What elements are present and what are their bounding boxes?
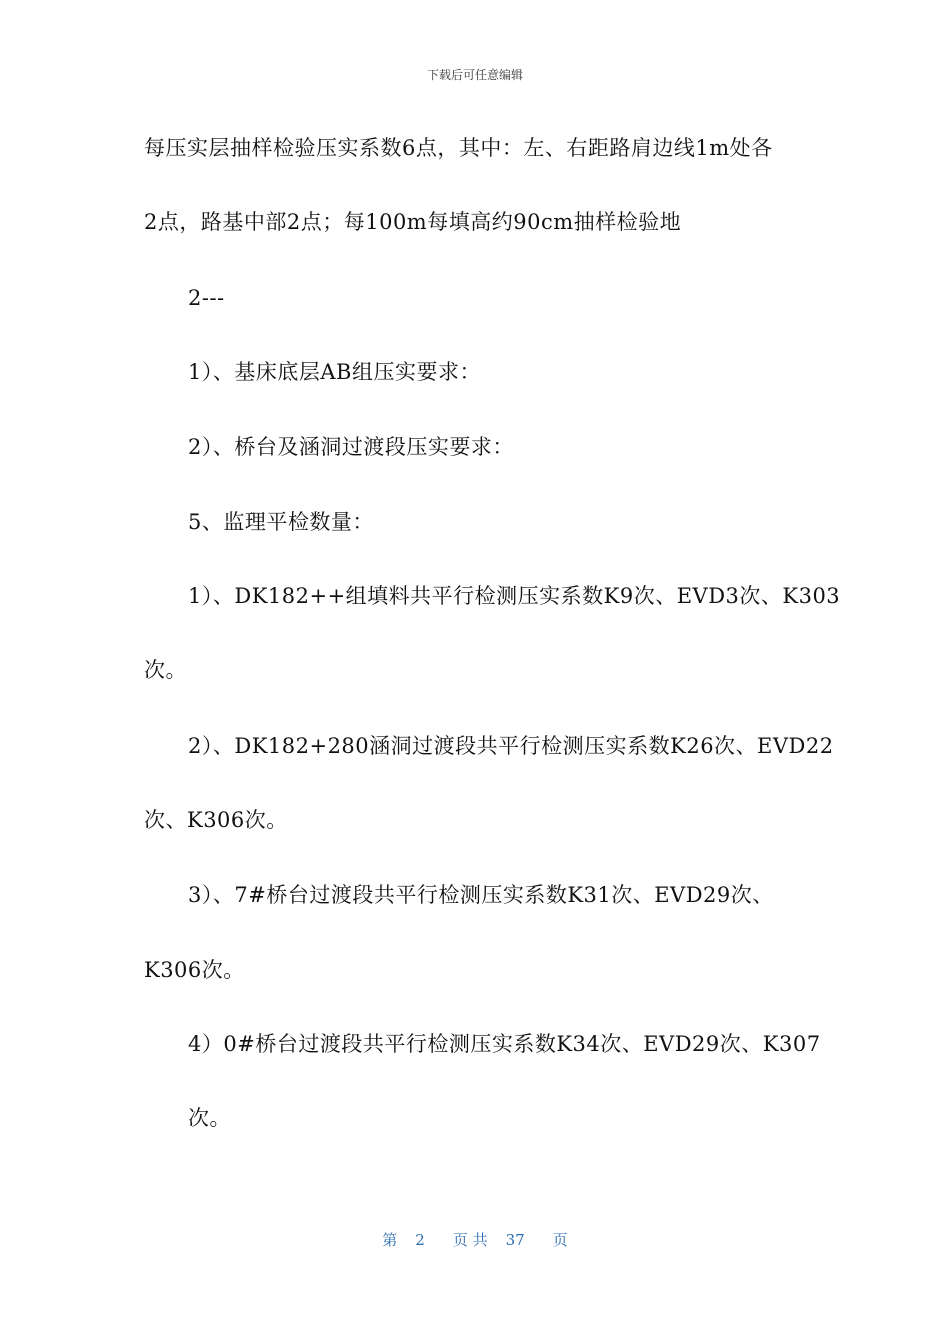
paragraph-line: 1）、DK182++组填料共平行检测压实系数K9次、EVD3次、K303 — [188, 584, 841, 608]
page-header: 下载后可任意编辑 — [426, 68, 523, 82]
total-page-count: 37 — [505, 1231, 525, 1249]
footer-middle: 页 共 — [452, 1231, 488, 1249]
paragraph-line: 3）、7#桥台过渡段共平行检测压实系数K31次、EVD29次、 — [188, 883, 774, 907]
paragraph-line: 2）、桥台及涵洞过渡段压实要求： — [188, 435, 514, 459]
paragraph-line: 次、K306次。 — [144, 808, 288, 832]
current-page-number: 2 — [415, 1231, 425, 1249]
paragraph-line: 5、监理平检数量： — [188, 510, 374, 534]
paragraph-line: 4）0#桥台过渡段共平行检测压实系数K34次、EVD29次、K307 — [188, 1032, 821, 1056]
paragraph-line: 每压实层抽样检验压实系数6点，其中：左、右距路肩边线1m处各 — [144, 136, 773, 160]
page-footer — [0, 1229, 950, 1250]
footer-prefix: 第 — [382, 1231, 398, 1249]
paragraph-line: 2--- — [188, 286, 225, 310]
paragraph-line: 次。 — [144, 658, 187, 682]
paragraph-line: 次。 — [188, 1106, 231, 1130]
paragraph-line: 2点，路基中部2点；每100m每填高约90cm抽样检验地 — [144, 210, 682, 234]
paragraph-line: K306次。 — [144, 958, 245, 982]
footer-suffix: 页 — [552, 1231, 568, 1249]
paragraph-line: 2）、DK182+280涵洞过渡段共平行检测压实系数K26次、EVD22 — [188, 734, 834, 758]
paragraph-line: 1）、基床底层AB组压实要求： — [188, 360, 481, 384]
